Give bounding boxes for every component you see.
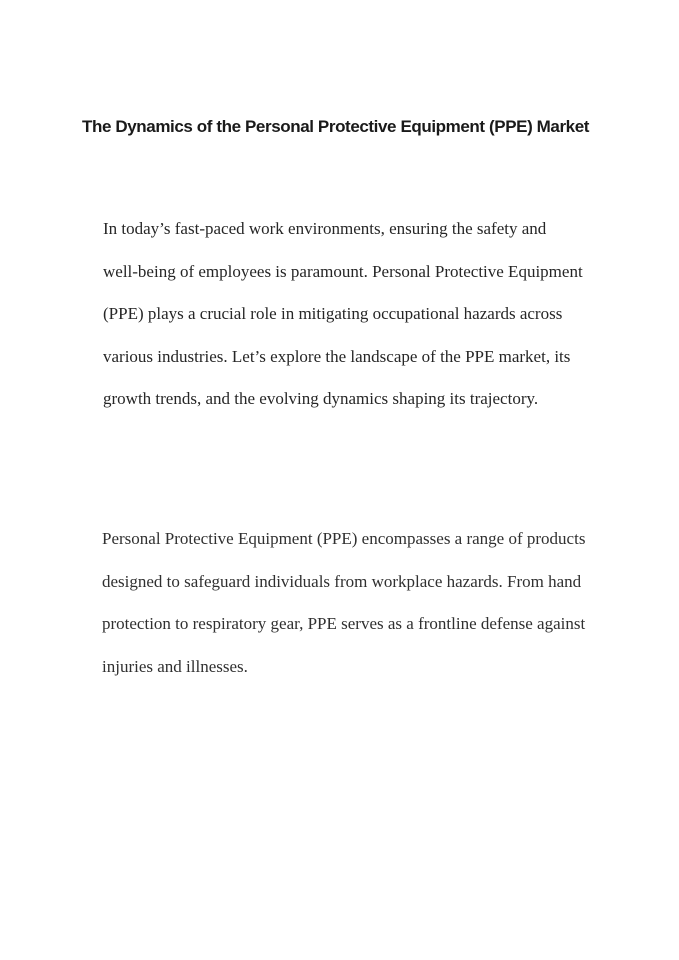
paragraph-definition: Personal Protective Equipment (PPE) encompasses a range of products designed to safeguard individuals from workplace hazards. From hand protection to respiratory gear, PPE serves as a frontline defense against injuries and illnesses. <box>102 529 586 676</box>
paragraph-intro: In today’s fast-paced work environments, ensuring the safety and well-being of employees is paramount. Personal Protective Equipment (PPE) plays a crucial role in mitigating occupational hazards across various industries. Let’s explore the landscape of the PPE market, its growth trends, and the evolving dynamics shaping its trajectory. <box>103 219 583 409</box>
document-title: The Dynamics of the Personal Protective Equipment (PPE) Market <box>82 117 590 136</box>
